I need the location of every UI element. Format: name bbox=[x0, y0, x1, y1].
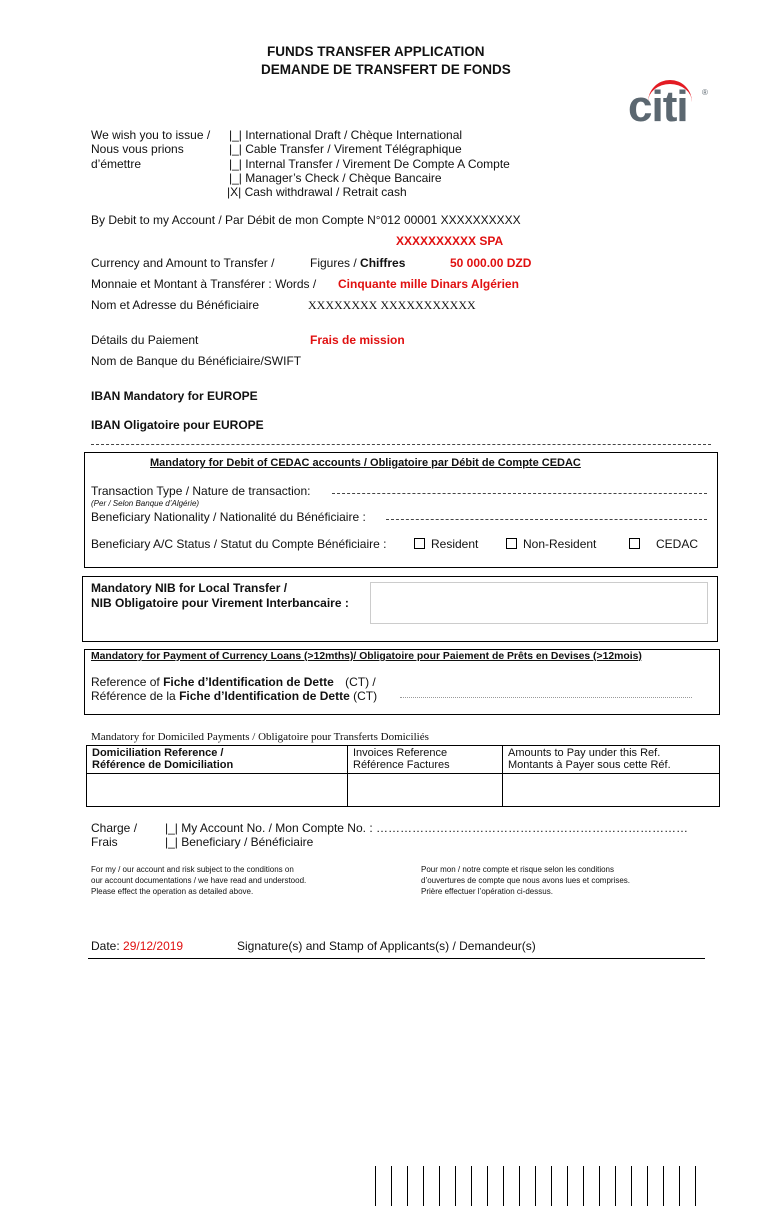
checkbox-mark: |_| bbox=[229, 171, 242, 185]
issue-option-internal-transfer[interactable] bbox=[229, 157, 510, 171]
status-option-cedac[interactable]: CEDAC bbox=[629, 537, 698, 551]
transaction-type-line[interactable] bbox=[332, 493, 707, 494]
charge-label-1: Charge / bbox=[91, 821, 138, 835]
nib-input-cells[interactable] bbox=[370, 582, 708, 624]
option-text: International Draft / Chèque International bbox=[245, 128, 463, 142]
issue-option-managers-check[interactable] bbox=[229, 171, 442, 185]
figures-label: Figures / Chiffres bbox=[310, 256, 406, 270]
terms-fr-1: Pour mon / notre compte et risque selon les conditions bbox=[421, 865, 614, 874]
payment-details-label: Détails du Paiement bbox=[91, 333, 199, 347]
debt-reference-line[interactable] bbox=[400, 697, 692, 698]
checkbox-icon bbox=[629, 538, 640, 549]
checkbox-mark: |_| bbox=[229, 128, 242, 142]
option-text: Cash withdrawal / Retrait cash bbox=[244, 185, 407, 199]
terms-en-2: our account documentations / we have read and understood. bbox=[91, 876, 307, 885]
domiciled-title: Mandatory for Domiciled Payments / Obligatoire pour Transferts Domiciliés bbox=[91, 731, 429, 743]
nib-label-en: Mandatory NIB for Local Transfer / bbox=[91, 581, 288, 595]
transaction-type-label: Transaction Type / Nature de transaction: bbox=[91, 484, 311, 498]
account-status-label: Beneficiary A/C Status / Statut du Compte Bénéficiaire : bbox=[91, 537, 387, 551]
cedac-title: Mandatory for Debit of CEDAC accounts / Obligatoire par Débit de Compte CEDAC bbox=[150, 457, 581, 469]
issue-option-international-draft[interactable] bbox=[229, 128, 462, 142]
title-en: FUNDS TRANSFER APPLICATION bbox=[267, 44, 485, 59]
iban-mandatory-fr: IBAN Oligatoire pour EUROPE bbox=[91, 418, 264, 432]
iban-mandatory-en: IBAN Mandatory for EUROPE bbox=[91, 389, 258, 403]
terms-fr-2: d’ouvertures de compte que nous avons lues et comprises. bbox=[421, 876, 631, 885]
date-label: Date: bbox=[91, 939, 120, 953]
currency-loans-title: Mandatory for Payment of Currency Loans (>12mths)/ Obligatoire pour Paiement de Prêts en Devises (>12mois) bbox=[91, 651, 642, 662]
status-option-resident[interactable]: Resident bbox=[414, 537, 478, 551]
amounts-header: Amounts to Pay under this Ref. Montants à Payer sous cette Réf. bbox=[503, 746, 720, 774]
charge-label-2: Frais bbox=[91, 835, 118, 849]
debt-reference-fr: Référence de la Fiche d’Identification de Dette (CT) bbox=[91, 689, 378, 703]
option-text: Cable Transfer / Virement Télégraphique bbox=[245, 142, 462, 156]
charge-option-my-account[interactable]: |_| My Account No. / Mon Compte No. : …………………………………………………………………… bbox=[165, 821, 688, 835]
words-value: Cinquante mille Dinars Algérien bbox=[338, 277, 519, 291]
checkbox-mark: |_| bbox=[229, 157, 242, 171]
terms-fr-3: Prière effectuer l’opération ci-dessus. bbox=[421, 887, 553, 896]
amounts-cell[interactable] bbox=[503, 774, 720, 807]
option-text: Manager’s Check / Chèque Bancaire bbox=[245, 171, 442, 185]
words-label: Monnaie et Montant à Transférer : Words / bbox=[91, 277, 317, 291]
issue-option-cable-transfer[interactable] bbox=[229, 142, 462, 156]
issue-option-cash-withdrawal[interactable] bbox=[227, 185, 407, 199]
domiciliation-reference-cell[interactable] bbox=[87, 774, 348, 807]
option-text: Internal Transfer / Virement De Compte A Compte bbox=[245, 157, 510, 171]
debit-account-label: By Debit to my Account / Par Débit de mon Compte N°012 00001 XXXXXXXXXX bbox=[91, 213, 521, 227]
figures-value: 50 000.00 DZD bbox=[450, 256, 532, 270]
transaction-type-note: (Per / Selon Banque d’Algérie) bbox=[91, 499, 200, 508]
signature-label: Signature(s) and Stamp of Applicants(s) / Demandeur(s) bbox=[237, 939, 536, 953]
status-option-non-resident[interactable]: Non-Resident bbox=[506, 537, 596, 551]
domiciliation-reference-header: Domiciliation Reference / Référence de Domiciliation bbox=[87, 746, 348, 774]
issue-label-3: d’émettre bbox=[91, 157, 142, 171]
beneficiary-nationality-line[interactable] bbox=[386, 519, 707, 520]
charge-option-beneficiary[interactable]: |_| Beneficiary / Bénéficiaire bbox=[165, 835, 314, 849]
section-divider bbox=[91, 444, 711, 445]
beneficiary-bank-label: Nom de Banque du Bénéficiaire/SWIFT bbox=[91, 354, 302, 368]
title-fr: DEMANDE DE TRANSFERT DE FONDS bbox=[261, 62, 511, 77]
beneficiary-nationality-label: Beneficiary Nationality / Nationalité du Bénéficiaire : bbox=[91, 510, 366, 524]
logo-registered-mark: ® bbox=[702, 88, 708, 97]
date-field[interactable] bbox=[91, 939, 183, 953]
invoices-reference-cell[interactable] bbox=[348, 774, 503, 807]
checkbox-mark: |X| bbox=[227, 185, 242, 199]
terms-en-1: For my / our account and risk subject to the conditions on bbox=[91, 865, 294, 874]
checkbox-mark: |_| bbox=[229, 142, 242, 156]
payment-details-value: Frais de mission bbox=[310, 333, 405, 347]
invoices-reference-header: Invoices Reference Référence Factures bbox=[348, 746, 503, 774]
signature-line[interactable] bbox=[88, 958, 705, 959]
logo-text: citi bbox=[628, 82, 688, 131]
nib-label-fr: NIB Obligatoire pour Virement Interbancaire : bbox=[91, 596, 349, 610]
domiciliation-table bbox=[86, 745, 720, 807]
checkbox-icon bbox=[414, 538, 425, 549]
checkbox-icon bbox=[506, 538, 517, 549]
issue-label-1: We wish you to issue / bbox=[91, 128, 211, 142]
debt-reference-en: Reference of Fiche d’Identification de Dette (CT) / bbox=[91, 675, 376, 689]
issue-label-2: Nous vous prions bbox=[91, 142, 184, 156]
account-holder-name: XXXXXXXXXX SPA bbox=[396, 234, 504, 248]
currency-amount-label: Currency and Amount to Transfer / bbox=[91, 256, 275, 270]
beneficiary-value: XXXXXXXX XXXXXXXXXXX bbox=[308, 298, 476, 312]
date-value: 29/12/2019 bbox=[123, 939, 184, 953]
terms-en-3: Please effect the operation as detailed above. bbox=[91, 887, 254, 896]
beneficiary-label: Nom et Adresse du Bénéficiaire bbox=[91, 298, 260, 312]
